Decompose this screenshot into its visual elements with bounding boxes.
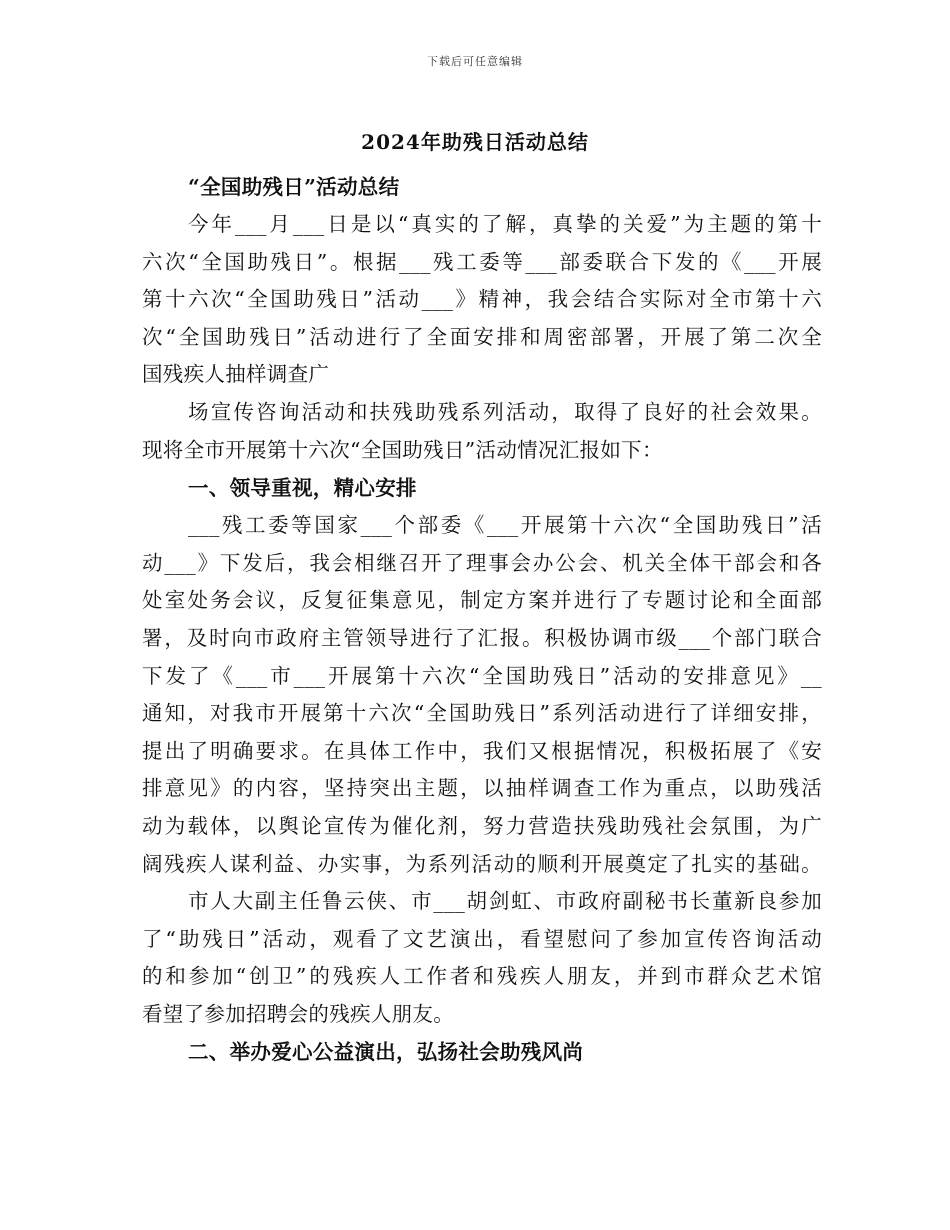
section-heading: 一、领导重视，精心安排 bbox=[188, 476, 417, 501]
paragraph-line: 第十六次“全国助残日”活动___》精神，我会结合实际对全市第十六 bbox=[142, 287, 822, 312]
paragraph-line: 次“全国助残日”活动进行了全面安排和周密部署，开展了第二次全 bbox=[142, 324, 822, 349]
paragraph-line: ___残工委等国家___个部委《___开展第十六次“全国助残日”活 bbox=[188, 513, 822, 538]
paragraph-line: 现将全市开展第十六次“全国助残日”活动情况汇报如下： bbox=[142, 437, 663, 462]
paragraph-line: 处室处务会议，反复征集意见，制定方案并进行了专题讨论和全面部 bbox=[142, 588, 822, 613]
paragraph-line: 了“助残日”活动，观看了文艺演出，看望慰问了参加宣传咨询活动 bbox=[142, 926, 822, 951]
paragraph-line: 署，及时向市政府主管领导进行了汇报。积极协调市级___个部门联合 bbox=[142, 625, 822, 650]
paragraph-line: 看望了参加招聘会的残疾人朋友。 bbox=[142, 1001, 454, 1026]
section-heading: 二、举办爱心公益演出，弘扬社会助残风尚 bbox=[188, 1040, 584, 1065]
paragraph-line: 提出了明确要求。在具体工作中，我们又根据情况，积极拓展了《安 bbox=[142, 738, 822, 763]
paragraph-line: 今年___月___日是以“真实的了解，真挚的关爱”为主题的第十 bbox=[188, 212, 822, 236]
paragraph-line: 国残疾人抽样调查广 bbox=[142, 362, 330, 387]
paragraph-line: 六次“全国助残日”。根据___残工委等___部委联合下发的《___开展 bbox=[142, 249, 822, 274]
paragraph-line: 市人大副主任鲁云侠、市___胡剑虹、市政府副秘书长董新良参加 bbox=[188, 889, 822, 914]
paragraph-line: 动___》下发后，我会相继召开了理事会办公会、机关全体干部会和各 bbox=[142, 550, 822, 575]
paragraph-line: 的和参加“创卫”的残疾人工作者和残疾人朋友，并到市群众艺术馆 bbox=[142, 964, 822, 989]
section-heading: “全国助残日”活动总结 bbox=[188, 175, 400, 199]
header-note: 下载后可任意编辑 bbox=[427, 55, 523, 68]
paragraph-line: 排意见》的内容，坚持突出主题，以抽样调查工作为重点，以助残活 bbox=[142, 776, 822, 801]
paragraph-line: 通知，对我市开展第十六次“全国助残日”系列活动进行了详细安排， bbox=[142, 701, 822, 726]
paragraph-line: 阔残疾人谋利益、办实事，为系列活动的顺利开展奠定了扎实的基础。 bbox=[142, 851, 822, 876]
document-title: 2024年助残日活动总结 bbox=[361, 130, 589, 154]
paragraph-line: 动为载体，以舆论宣传为催化剂，努力营造扶残助残社会氛围，为广 bbox=[142, 813, 822, 838]
document-body bbox=[142, 168, 822, 1071]
paragraph-line: 下发了《___市___开展第十六次“全国助残日”活动的安排意见》__ bbox=[142, 663, 822, 688]
paragraph-line: 场宣传咨询活动和扶残助残系列活动，取得了良好的社会效果。 bbox=[188, 399, 822, 424]
